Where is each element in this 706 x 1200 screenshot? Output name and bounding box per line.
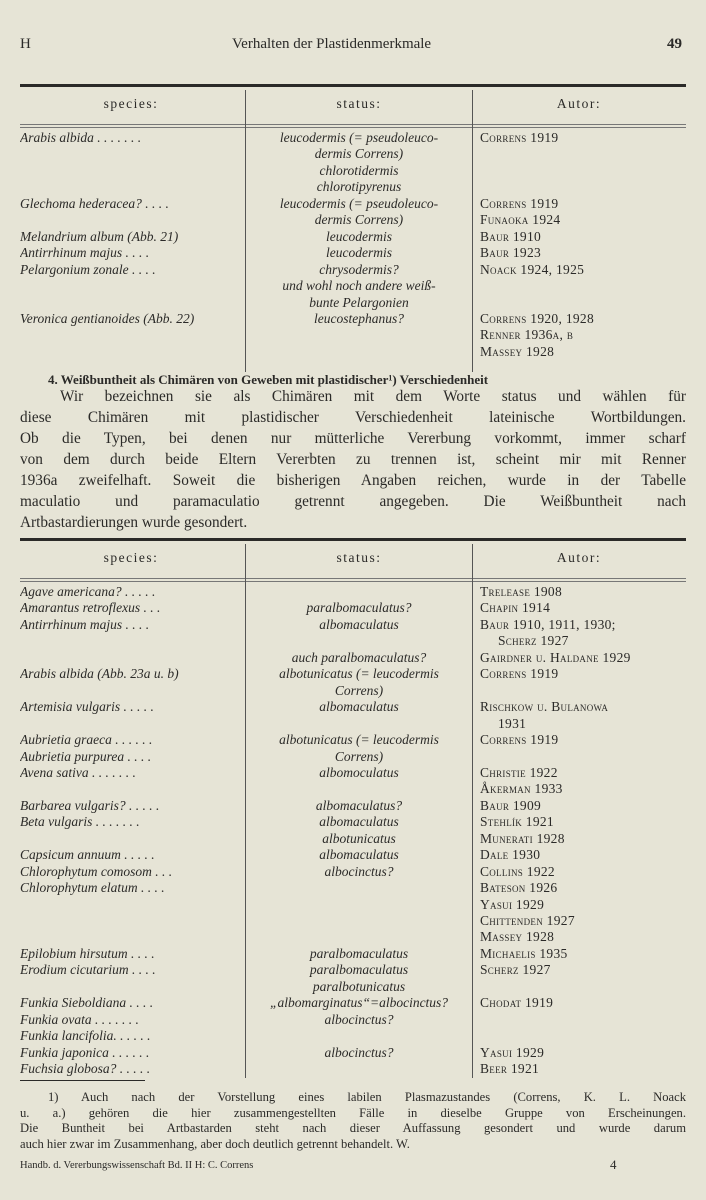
table-row	[20, 798, 686, 815]
table-row	[20, 327, 686, 344]
table-row	[20, 600, 686, 617]
table-row	[20, 979, 686, 996]
table-row	[20, 995, 686, 1012]
status-cell: albocinctus?	[324, 863, 394, 879]
table-row	[20, 847, 686, 864]
species-cell: Aubrietia purpurea . . . .	[20, 748, 152, 764]
table-row	[20, 295, 686, 312]
text-line: Artbastardierungen wurde gesondert.	[20, 514, 248, 531]
text-line: 1) Auch nach der Vorstellung eines labilen Plasmazustandes (Correns, K. L. Noack	[48, 1090, 686, 1104]
header-rule	[20, 124, 686, 125]
status-cell: albomaculatus?	[315, 797, 403, 813]
table-row	[20, 584, 686, 601]
body-paragraph	[20, 386, 686, 533]
autor-cell: Correns 1919	[480, 666, 559, 682]
status-cell: paralbotunicatus	[312, 978, 406, 994]
table-row	[20, 880, 686, 897]
autor-cell: Correns 1919	[480, 130, 559, 145]
status-cell: albomaculatus	[319, 616, 399, 632]
autor-cell: Chittenden 1927	[480, 913, 575, 928]
autor-cell: Dale 1930	[480, 847, 541, 863]
autor-cell: Trelease 1908	[480, 584, 563, 599]
table-row	[20, 262, 686, 279]
table-header	[20, 542, 686, 576]
autor-cell: Baur 1910	[480, 228, 542, 244]
species-cell: Chlorophytum comosom . . .	[20, 863, 173, 879]
header-rule	[20, 127, 686, 128]
table-row	[20, 831, 686, 848]
table-row	[20, 311, 686, 328]
table-top-rule	[20, 84, 686, 87]
col-species: species:	[103, 96, 159, 111]
page-number: 49	[667, 36, 682, 52]
autor-cell: Yasui 1929	[480, 1044, 545, 1060]
table-row	[20, 245, 686, 262]
species-cell: Agave americana? . . . . .	[20, 584, 156, 599]
autor-cell: Åkerman 1933	[480, 781, 563, 797]
text-line: 1936a zweifelhaft. Soweit die bisherigen Angaben reichen, wurde in der Tabelle	[20, 472, 686, 489]
species-cell: Antirrhinum majus . . . .	[20, 245, 150, 261]
table-row	[20, 229, 686, 246]
status-cell: dermis Correns)	[314, 212, 404, 228]
status-cell: albomaculatus	[319, 699, 399, 715]
autor-cell: Renner 1936a, b	[480, 327, 574, 343]
table-top-rule	[20, 538, 686, 541]
table-row	[20, 212, 686, 229]
status-cell: albocinctus?	[324, 1044, 394, 1060]
table-row	[20, 814, 686, 831]
status-cell: und wohl noch andere weiß-	[282, 278, 436, 294]
autor-cell: Yasui 1929	[480, 896, 545, 912]
species-cell: Arabis albida (Abb. 23a u. b)	[20, 666, 179, 682]
species-cell: Veronica gentianoides (Abb. 22)	[20, 310, 195, 326]
col-status: status:	[336, 96, 382, 111]
status-cell: „albomarginatus“=albocinctus?	[269, 995, 449, 1011]
species-cell: Barbarea vulgaris? . . . . .	[20, 797, 160, 813]
col-autor: Autor:	[556, 96, 602, 111]
autor-cell: Correns 1919	[480, 732, 559, 748]
text-line: maculatio und paramaculatio getrennt angegeben. Die Weißbuntheit nach	[20, 493, 686, 510]
section-letter: H	[20, 36, 31, 52]
species-cell: Melandrium album (Abb. 21)	[20, 228, 179, 244]
species-cell: Capsicum annuum . . . . .	[20, 847, 155, 863]
table-row	[20, 683, 686, 700]
table-row	[20, 650, 686, 667]
species-cell: Antirrhinum majus . . . .	[20, 616, 150, 632]
col-autor: Autor:	[556, 550, 602, 565]
autor-cell: Collins 1922	[480, 863, 555, 879]
autor-cell: Scherz 1927	[480, 962, 551, 978]
header-rule	[20, 581, 686, 582]
text-line: Wir bezeichnen sie als Chimären mit dem Worte status und wählen für	[60, 388, 686, 405]
status-cell: albomaculatus	[319, 847, 399, 863]
text-line: Die Buntheit bei Artbastarden steht nach dieser Auffassung gesondert und wurde darum	[20, 1121, 686, 1135]
status-cell: bunte Pelargonien	[309, 294, 409, 310]
table-row	[20, 946, 686, 963]
col-status: status:	[336, 550, 382, 565]
species-cell: Funkia lancifolia. . . . . .	[20, 1028, 151, 1044]
text-line: diese Chimären mit plastidischer Verschiedenheit lateinische Wortbildungen.	[20, 409, 686, 426]
status-cell: Correns)	[334, 748, 384, 764]
status-cell: leucodermis (= pseudoleuco-	[279, 130, 439, 145]
species-cell: Artemisia vulgaris . . . . .	[20, 699, 154, 715]
table-row	[20, 130, 686, 147]
table-row	[20, 633, 686, 650]
text-line: von dem durch beide Eltern Vererbten zu trennen ist, scheint mir mit Renner	[20, 451, 686, 468]
autor-cell: Baur 1910, 1911, 1930;	[480, 616, 616, 632]
table-row	[20, 732, 686, 749]
species-cell: Fuchsia globosa? . . . . .	[20, 1061, 151, 1077]
autor-cell: Gairdner u. Haldane 1929	[480, 649, 631, 665]
table-row	[20, 781, 686, 798]
header-rule	[20, 578, 686, 579]
text-line: auch hier zwar im Zusammenhang, aber doch deutlich getrennt behandelt. W.	[20, 1136, 410, 1151]
status-cell: albotunicatus (= leucodermis	[279, 732, 439, 748]
autor-cell: Stehlík 1921	[480, 814, 554, 830]
footnote-rule	[20, 1080, 145, 1081]
autor-cell: Beer 1921	[480, 1061, 540, 1077]
autor-cell: Michaelis 1935	[480, 945, 568, 961]
autor-cell: Massey 1928	[480, 343, 555, 359]
table-row	[20, 716, 686, 733]
signature-number: 4	[610, 1157, 617, 1172]
autor-cell: Bateson 1926	[480, 880, 558, 896]
table-row	[20, 864, 686, 881]
autor-cell: Baur 1909	[480, 797, 542, 813]
species-cell: Epilobium hirsutum . . . .	[20, 945, 155, 961]
species-cell: Avena sativa . . . . . . .	[20, 764, 136, 780]
table-row	[20, 1028, 686, 1045]
autor-cell: Chodat 1919	[480, 995, 554, 1011]
section-heading: 4. Weißbuntheit als Chimären von Geweben mit plastidischer¹) Verschiedenheit	[48, 372, 489, 387]
text-line: u. a.) gehören die hier zusammengestellten Fälle in dieselbe Gruppe von Erscheinungen.	[20, 1105, 686, 1120]
status-cell: dermis Correns)	[314, 146, 404, 162]
autor-cell: Christie 1922	[480, 764, 558, 780]
table-row	[20, 929, 686, 946]
status-cell: Correns)	[334, 682, 384, 698]
table-row	[20, 913, 686, 930]
species-cell: Amarantus retroflexus . . .	[20, 600, 161, 616]
table-row	[20, 617, 686, 634]
table-row	[20, 196, 686, 213]
status-cell: leucodermis	[326, 228, 392, 244]
text-line: Ob die Typen, bei denen nur mütterliche Vererbung vorkommt, immer scharf	[20, 430, 686, 447]
species-cell: Funkia japonica . . . . . .	[20, 1044, 150, 1060]
table-row	[20, 1012, 686, 1029]
table-row	[20, 666, 686, 683]
autor-cell: Correns 1920, 1928	[480, 310, 595, 326]
status-cell: albotunicatus (= leucodermis	[279, 666, 439, 682]
species-cell: Erodium cicutarium . . . .	[20, 962, 156, 978]
status-cell: albomaculatus	[319, 814, 399, 830]
col-species: species:	[103, 550, 159, 565]
footer-source: Handb. d. Vererbungswissenschaft Bd. II H: C. Correns	[20, 1160, 254, 1171]
table-row	[20, 146, 686, 163]
autor-cell: Chapin 1914	[480, 600, 551, 616]
table-row	[20, 179, 686, 196]
status-cell: leucostephanus?	[314, 310, 404, 326]
status-cell: paralbomaculatus	[309, 945, 409, 961]
table-header	[20, 88, 686, 122]
autor-cell: Baur 1923	[480, 245, 542, 261]
table-row	[20, 344, 686, 361]
status-cell: leucodermis (= pseudoleuco-	[279, 195, 439, 211]
table-row	[20, 699, 686, 716]
running-title: Verhalten der Plastidenmerkmale	[232, 36, 432, 52]
species-cell: Aubrietia graeca . . . . . .	[20, 732, 153, 748]
autor-cell: Rischkow u. Bulanowa	[480, 699, 609, 715]
table-row	[20, 1061, 686, 1078]
status-cell: chrysodermis?	[319, 261, 399, 277]
autor-cell: Munerati 1928	[480, 830, 565, 846]
status-cell: chlorotipyrenus	[316, 179, 402, 195]
autor-cell: Correns 1919	[480, 195, 559, 211]
autor-cell: Massey 1928	[480, 929, 555, 945]
table-row	[20, 1045, 686, 1062]
species-cell: Beta vulgaris . . . . . . .	[20, 814, 140, 830]
table-row	[20, 163, 686, 180]
table-row	[20, 897, 686, 914]
status-cell: albocinctus?	[324, 1011, 394, 1027]
species-cell: Funkia Sieboldiana . . . .	[20, 995, 154, 1011]
species-cell: Chlorophytum elatum . . . .	[20, 880, 165, 896]
status-cell: paralbomaculatus?	[306, 600, 412, 616]
species-cell: Funkia ovata . . . . . . .	[20, 1011, 139, 1027]
status-cell: albomoculatus	[319, 764, 399, 780]
autor-cell: Funaoka 1924	[480, 212, 561, 228]
table-row	[20, 749, 686, 766]
footnote	[20, 1090, 686, 1152]
autor-cell: 1931	[498, 715, 527, 731]
table-row	[20, 278, 686, 295]
status-cell: paralbomaculatus	[309, 962, 409, 978]
species-cell: Pelargonium zonale . . . .	[20, 261, 156, 277]
status-cell: auch paralbomaculatus?	[291, 649, 427, 665]
status-cell: chlorotidermis	[319, 162, 399, 178]
table-row	[20, 962, 686, 979]
autor-cell: Scherz 1927	[498, 633, 569, 649]
species-cell: Glechoma hederacea? . . . .	[20, 195, 169, 211]
species-cell: Arabis albida . . . . . . .	[20, 130, 142, 145]
status-cell: albotunicatus	[322, 830, 396, 846]
autor-cell: Noack 1924, 1925	[480, 261, 585, 277]
status-cell: leucodermis	[326, 245, 392, 261]
table-row	[20, 765, 686, 782]
